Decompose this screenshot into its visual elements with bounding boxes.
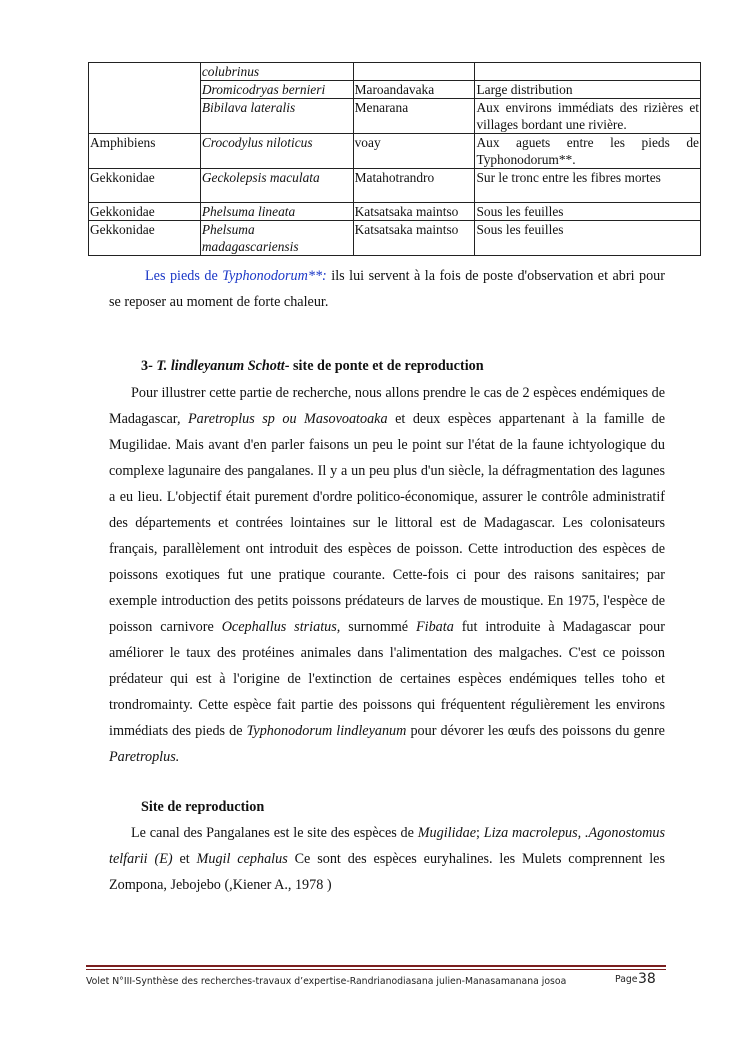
table-cell-group: Gekkonidae: [89, 221, 201, 256]
text-run-italic: Mugil cephalus: [196, 851, 288, 867]
subheading: Site de reproduction: [141, 799, 265, 815]
table-row: [89, 63, 701, 81]
table-cell-local-name: Menarana: [353, 99, 475, 134]
text-run-italic: Paretroplus sp ou Masovoatoaka: [188, 411, 388, 427]
text-run-italic: Mugilidae: [417, 825, 477, 841]
page-number: 38: [638, 971, 656, 987]
species-table: [88, 62, 701, 256]
table-cell-habitat: Sous les feuilles: [475, 221, 701, 256]
footer-divider: [86, 969, 666, 970]
text-run: et: [172, 851, 197, 867]
note-paragraph: [109, 263, 665, 315]
text-run: pour dévorer les œufs des poissons du genre: [406, 723, 665, 739]
text-run: et deux espèces appartenant à la famille de Mugilidae. Mais avant d'en parler faisons un peu le point sur l'état de la faune ichtyologique du complexe lagunaire des pangalanes. Il y a un peu plus d'un siècle, la défragmentation des lagunes a eu lieu. L'objectif était purement d'ordre politico-économique, assurer le contrôle administratif des départements et contrées lointaines sur le littoral est de Madagascar. Les colonisateurs français, parallèlement ont introduit des espèces de poisson. Cette introduction des espèces de poissons exotiques fut une pratique courante. Cette-fois ci pour des raisons sanitaires; par exemple introduction des petits poissons prédateurs de larves de moustique. En 1975, l'espèce de poisson carnivore: [109, 411, 665, 635]
text-run: fut introduite à Madagascar pour améliorer le taux des protéines animales dans l'alimentation des malgaches. C'est ce poisson prédateur qui est à l'origine de l'extinction de certaines espèces endémiques telles toho et trondromainty. Cette espèce fait partie des poissons qui fréquentent régulièrement les environs immédiats des pieds de: [109, 619, 665, 739]
table-row: [89, 169, 701, 203]
table-cell-habitat: [475, 63, 701, 81]
table-cell-species: Geckolepsis maculata: [200, 169, 353, 203]
section-title-italic: T. lindleyanum Schott: [156, 358, 285, 374]
text-run: Pour illustrer cette partie de recherche, nous allons prendre le cas de 2 espèces endémiques de Madagascar,: [109, 385, 665, 427]
table-cell-species: Phelsuma lineata: [200, 203, 353, 221]
table-row: [89, 134, 701, 169]
table-cell-species: colubrinus: [200, 63, 353, 81]
table-cell-species: Crocodylus niloticus: [200, 134, 353, 169]
table-cell-habitat: Aux environs immédiats des rizières et villages bordant une rivière.: [476, 100, 699, 132]
text-run-italic: Ocephallus striatus,: [221, 619, 341, 635]
table-cell-local-name: Matahotrandro: [353, 169, 475, 203]
text-run: surnommé: [340, 619, 416, 635]
table-cell-group: Amphibiens: [89, 134, 201, 169]
table-cell-species: Dromicodryas bernieri: [200, 81, 353, 99]
section-title-rest: - site de ponte et de reproduction: [284, 358, 484, 374]
table-row: [89, 203, 701, 221]
text-run-italic: Fibata: [415, 619, 454, 635]
table-cell-local-name: Katsatsaka maintso: [353, 221, 475, 256]
table-cell-habitat: Sous les feuilles: [475, 203, 701, 221]
section-heading: [109, 353, 665, 379]
text-run: Le canal des Pangalanes est le site des espèces de: [131, 825, 418, 841]
text-run-italic: Typhonodorum lindleyanum: [246, 723, 407, 739]
text-run-italic: Liza macrolepus, .Agonostomus telfarii (E): [109, 825, 665, 867]
page-label: Page: [615, 974, 638, 985]
table-cell-group: [89, 63, 201, 134]
table-cell-habitat: Sur le tronc entre les fibres mortes: [475, 169, 701, 203]
note-label-italic: Typhonodorum**:: [222, 268, 327, 284]
table-cell-local-name: Katsatsaka maintso: [353, 203, 475, 221]
note-text: ils lui servent à la fois de poste d'observation et abri pour se reposer au moment de forte chaleur.: [109, 268, 665, 310]
text-run: Ce sont des espèces euryhalines. les Mulets comprennent les Zompona, Jebojebo (,Kiener A., 1978 ): [109, 851, 665, 893]
section-number: 3-: [141, 358, 157, 374]
table-cell-species: Phelsuma madagascariensis: [200, 221, 353, 256]
note-label: Les pieds de: [145, 268, 223, 284]
table-cell-species: Bibilava lateralis: [200, 99, 353, 134]
footer-text: Volet N°III-Synthèse des recherches-travaux d’expertise-Randrianodiasana julien-Manasamanana josoa: [86, 976, 567, 987]
body-paragraph: [109, 380, 665, 770]
text-run: ;: [476, 825, 484, 841]
table-cell-local-name: voay: [353, 134, 475, 169]
table-cell-local-name: Maroandavaka: [353, 81, 475, 99]
table-row: [89, 221, 701, 256]
table-cell-local-name: [353, 63, 475, 81]
table-cell-habitat: Aux aguets entre les pieds de Typhonodorum**.: [476, 135, 699, 167]
table-cell-group: Gekkonidae: [89, 169, 201, 203]
body-paragraph: [109, 820, 665, 898]
table-cell-group: Gekkonidae: [89, 203, 201, 221]
footer-divider: [86, 965, 666, 967]
text-run-italic: Paretroplus.: [109, 749, 180, 765]
table-cell-habitat: Large distribution: [475, 81, 701, 99]
